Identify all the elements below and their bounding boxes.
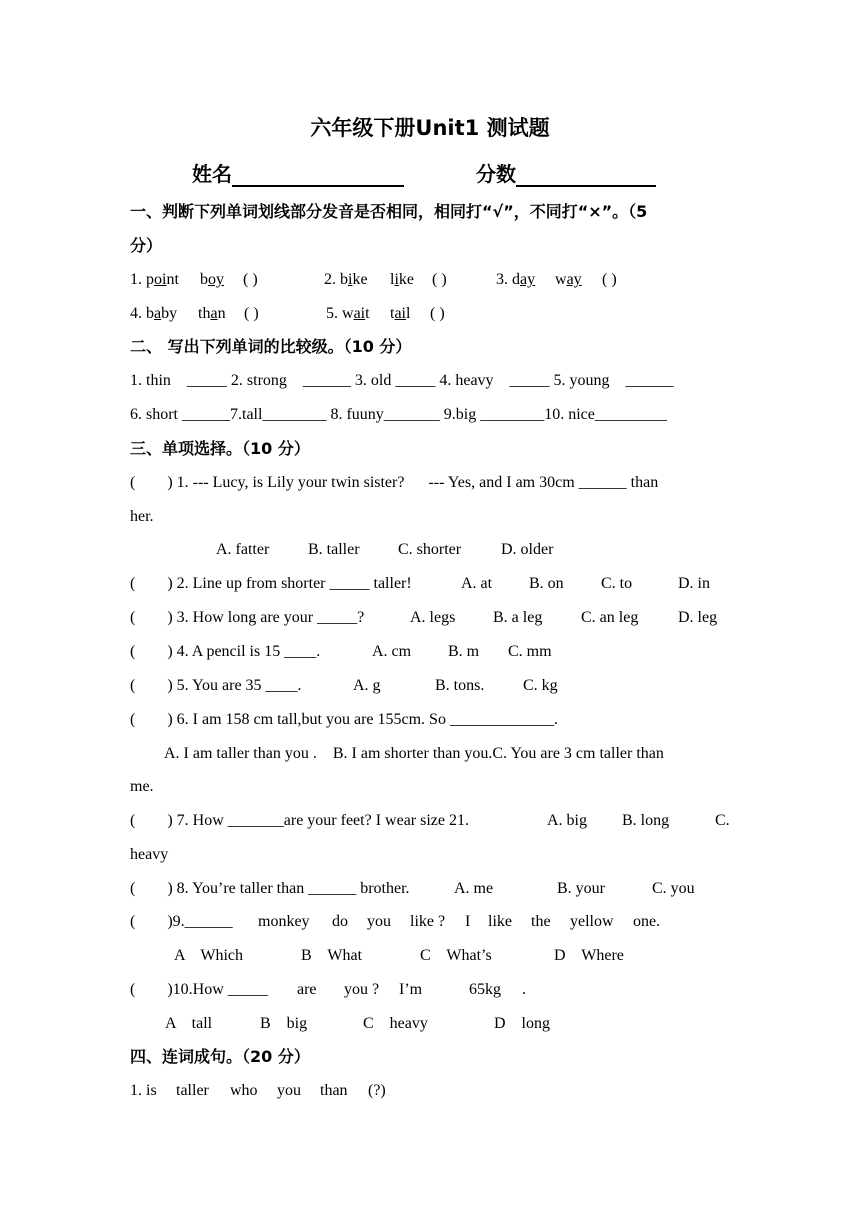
s4-q1-word: who [230,1082,258,1099]
q4-option-a[interactable]: A. cm [372,643,412,660]
s1-item-3-word-a: 3. day [496,271,536,288]
q1-option-b[interactable]: B. taller [308,541,360,558]
q9-word: the [531,913,551,930]
q10-word: you ? [344,981,380,998]
s1-item-1-word-b: boy [200,271,224,288]
q1-option-c[interactable]: C. shorter [398,541,462,558]
q10-word: 65kg [469,981,501,998]
s4-q1-word: you [277,1082,301,1099]
q10-word: I’m [399,981,423,998]
q10-option-b[interactable]: B big [260,1015,308,1032]
s4-q1-word: than [320,1082,348,1099]
q10-option-a[interactable]: A tall [165,1015,213,1032]
q1-stem: ( ) 1. --- Lucy, is Lily your twin sister? --- Yes, and I am 30cm ______ than [130,474,659,491]
q9-word: like ? [410,913,446,930]
q1-option-d[interactable]: D. older [501,541,554,558]
section-2-heading: 二、 写出下列单词的比较级。（10 分） [130,337,412,356]
q9-option-a[interactable]: A Which [174,947,244,964]
s1-item-2-answer[interactable]: ( ) [432,271,447,288]
q8-option-c[interactable]: C. you [652,880,695,897]
q5-option-c[interactable]: C. kg [523,677,558,694]
q9-word: I [465,913,471,930]
q10-word: are [297,981,317,998]
section-4-heading: 四、连词成句。（20 分） [130,1047,310,1066]
q9-word: one. [633,913,661,930]
s1-item-5-word-a: 5. wait [326,305,370,322]
s1-item-3-word-b: way [555,271,582,288]
s2-row-1[interactable]: 1. thin _____ 2. strong ______ 3. old _____ 4. heavy _____ 5. young ______ [130,372,674,389]
q2-option-c[interactable]: C. to [601,575,633,592]
s4-q1-word: taller [176,1082,209,1099]
name-blank[interactable] [232,163,404,187]
q6-options[interactable]: A. I am taller than you . B. I am shorter than you.C. You are 3 cm taller than [164,745,664,762]
q9-word: monkey [258,913,310,930]
q4-stem: ( ) 4. A pencil is 15 ____. [130,643,321,660]
s1-item-2-word-b: like [390,271,415,288]
q1-option-a[interactable]: A. fatter [216,541,270,558]
q9-option-b[interactable]: B What [301,947,363,964]
s1-item-1-word-a: 1. point [130,271,179,288]
name-label: 姓名 [192,162,232,186]
s1-item-2-word-a: 2. bike [324,271,368,288]
q6-stem: ( ) 6. I am 158 cm tall,but you are 155cm. So _____________. [130,711,558,728]
q8-option-a[interactable]: A. me [454,880,494,897]
q8-option-b[interactable]: B. your [557,880,605,897]
q9-option-d[interactable]: D Where [554,947,624,964]
q10-option-d[interactable]: D long [494,1015,550,1032]
section-1-heading-cont: 分） [130,236,163,255]
q7-option-a[interactable]: A. big [547,812,587,829]
q2-option-d[interactable]: D. in [678,575,710,592]
q10-stem-start: ( )10.How _____ [130,981,268,998]
q2-stem: ( ) 2. Line up from shorter _____ taller! [130,575,412,592]
q2-option-b[interactable]: B. on [529,575,564,592]
q6-options-cont: me. [130,778,154,795]
s4-q1-word: (?) [368,1082,386,1099]
q9-word: like [488,913,512,930]
q2-option-a[interactable]: A. at [461,575,493,592]
q8-stem: ( ) 8. You’re taller than ______ brother. [130,880,410,897]
q9-word: you [367,913,391,930]
s1-item-1-answer[interactable]: ( ) [243,271,258,288]
q3-stem: ( ) 3. How long are your _____? [130,609,365,626]
q9-word: do [332,913,348,930]
s1-item-4-word-b: than [198,305,226,322]
s1-item-5-answer[interactable]: ( ) [430,305,445,322]
q4-option-b[interactable]: B. m [448,643,480,660]
q7-stem: ( ) 7. How _______are your feet? I wear size 21. [130,812,469,829]
q9-word: yellow [570,913,614,930]
s1-item-4-answer[interactable]: ( ) [244,305,259,322]
q5-option-a[interactable]: A. g [353,677,381,694]
s1-item-4-word-a: 4. baby [130,305,178,322]
s2-row-2[interactable]: 6. short ______7.tall________ 8. fuuny_______ 9.big ________10. nice_________ [130,406,667,423]
section-3-heading: 三、单项选择。（10 分） [130,439,310,458]
q3-option-d[interactable]: D. leg [678,609,718,626]
s1-item-5-word-b: tail [390,305,411,322]
score-label: 分数 [476,162,516,186]
q4-option-c[interactable]: C. mm [508,643,552,660]
section-1-heading: 一、判断下列单词划线部分发音是否相同，相同打“√”，不同打“×”。（5 [130,202,648,221]
q3-option-a[interactable]: A. legs [410,609,456,626]
q7-option-c-cont[interactable]: heavy [130,846,169,863]
q7-option-b[interactable]: B. long [622,812,670,829]
score-blank[interactable] [516,163,656,187]
q5-option-b[interactable]: B. tons. [435,677,485,694]
page-title: 六年级下册Unit1 测试题 [310,116,550,140]
q1-stem-cont: her. [130,508,154,525]
q3-option-b[interactable]: B. a leg [493,609,543,626]
q5-stem: ( ) 5. You are 35 ____. [130,677,302,694]
q7-option-c[interactable]: C. [715,812,730,829]
s4-q1-word: 1. is [130,1082,157,1099]
q9-option-c[interactable]: C What’s [420,947,492,964]
q10-word: . [522,981,526,998]
q3-option-c[interactable]: C. an leg [581,609,639,626]
q9-stem-start: ( )9.______ [130,913,233,930]
q10-option-c[interactable]: C heavy [363,1015,428,1032]
s1-item-3-answer[interactable]: ( ) [602,271,617,288]
name-score-row [192,158,656,187]
